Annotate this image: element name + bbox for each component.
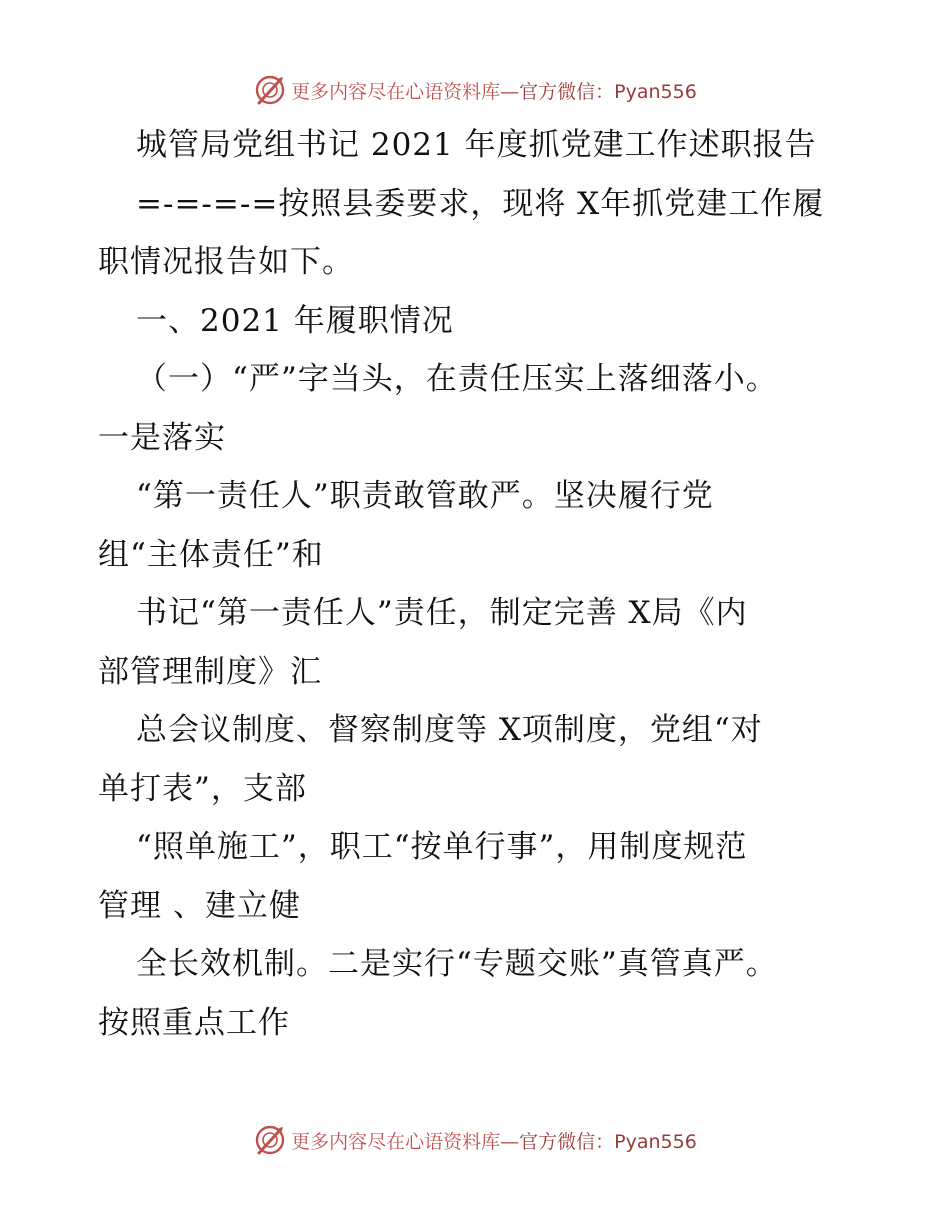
paragraph-line: 部管理制度》汇 — [98, 653, 322, 690]
footer-wechat: 官方微信：Pyan556 — [519, 1130, 697, 1153]
paragraph-line: 单打表”，支部 — [98, 770, 307, 807]
quill-seal-icon — [253, 1123, 287, 1157]
paragraph-line: 书记“第一责任人”责任，制定完善 X局《内 — [136, 595, 748, 631]
paragraph-line: 职情况报告如下。 — [98, 244, 354, 280]
document-title: 城管局党组书记 2021 年度抓党建工作述职报告 — [136, 127, 817, 163]
quill-seal-icon — [253, 73, 287, 107]
footer-text: 更多内容尽在心语资料库— — [291, 1130, 520, 1153]
paragraph-line: 组“主体责任”和 — [98, 536, 324, 573]
paragraph-line: “第一责任人”职责敢管敢严。坚决履行党 — [136, 478, 714, 514]
header-watermark — [0, 70, 950, 110]
paragraph-line: 按照重点工作 — [98, 1004, 290, 1041]
header-text: 更多内容尽在心语资料库— — [291, 80, 520, 103]
document-body — [98, 116, 858, 1052]
paragraph-line: 总会议制度、督察制度等 X项制度，党组“对 — [136, 712, 763, 748]
paragraph-line: 全长效机制。二是实行“专题交账”真管真严。 — [136, 946, 778, 982]
paragraph-line: 一是落实 — [98, 419, 226, 456]
subsection-heading: （一）“严”字当头，在责任压实上落细落小。 — [136, 361, 778, 397]
paragraph-line: “照单施工”，职工“按单行事”，用制度规范 — [136, 829, 748, 865]
section-heading: 一、2021 年履职情况 — [136, 302, 454, 339]
paragraph-line: =-=-=-=按照县委要求，现将 X年抓党建工作履 — [136, 185, 825, 222]
footer-watermark — [0, 1120, 950, 1160]
header-wechat: 官方微信：Pyan556 — [519, 80, 697, 103]
paragraph-line: 管理 、建立健 — [98, 887, 301, 924]
